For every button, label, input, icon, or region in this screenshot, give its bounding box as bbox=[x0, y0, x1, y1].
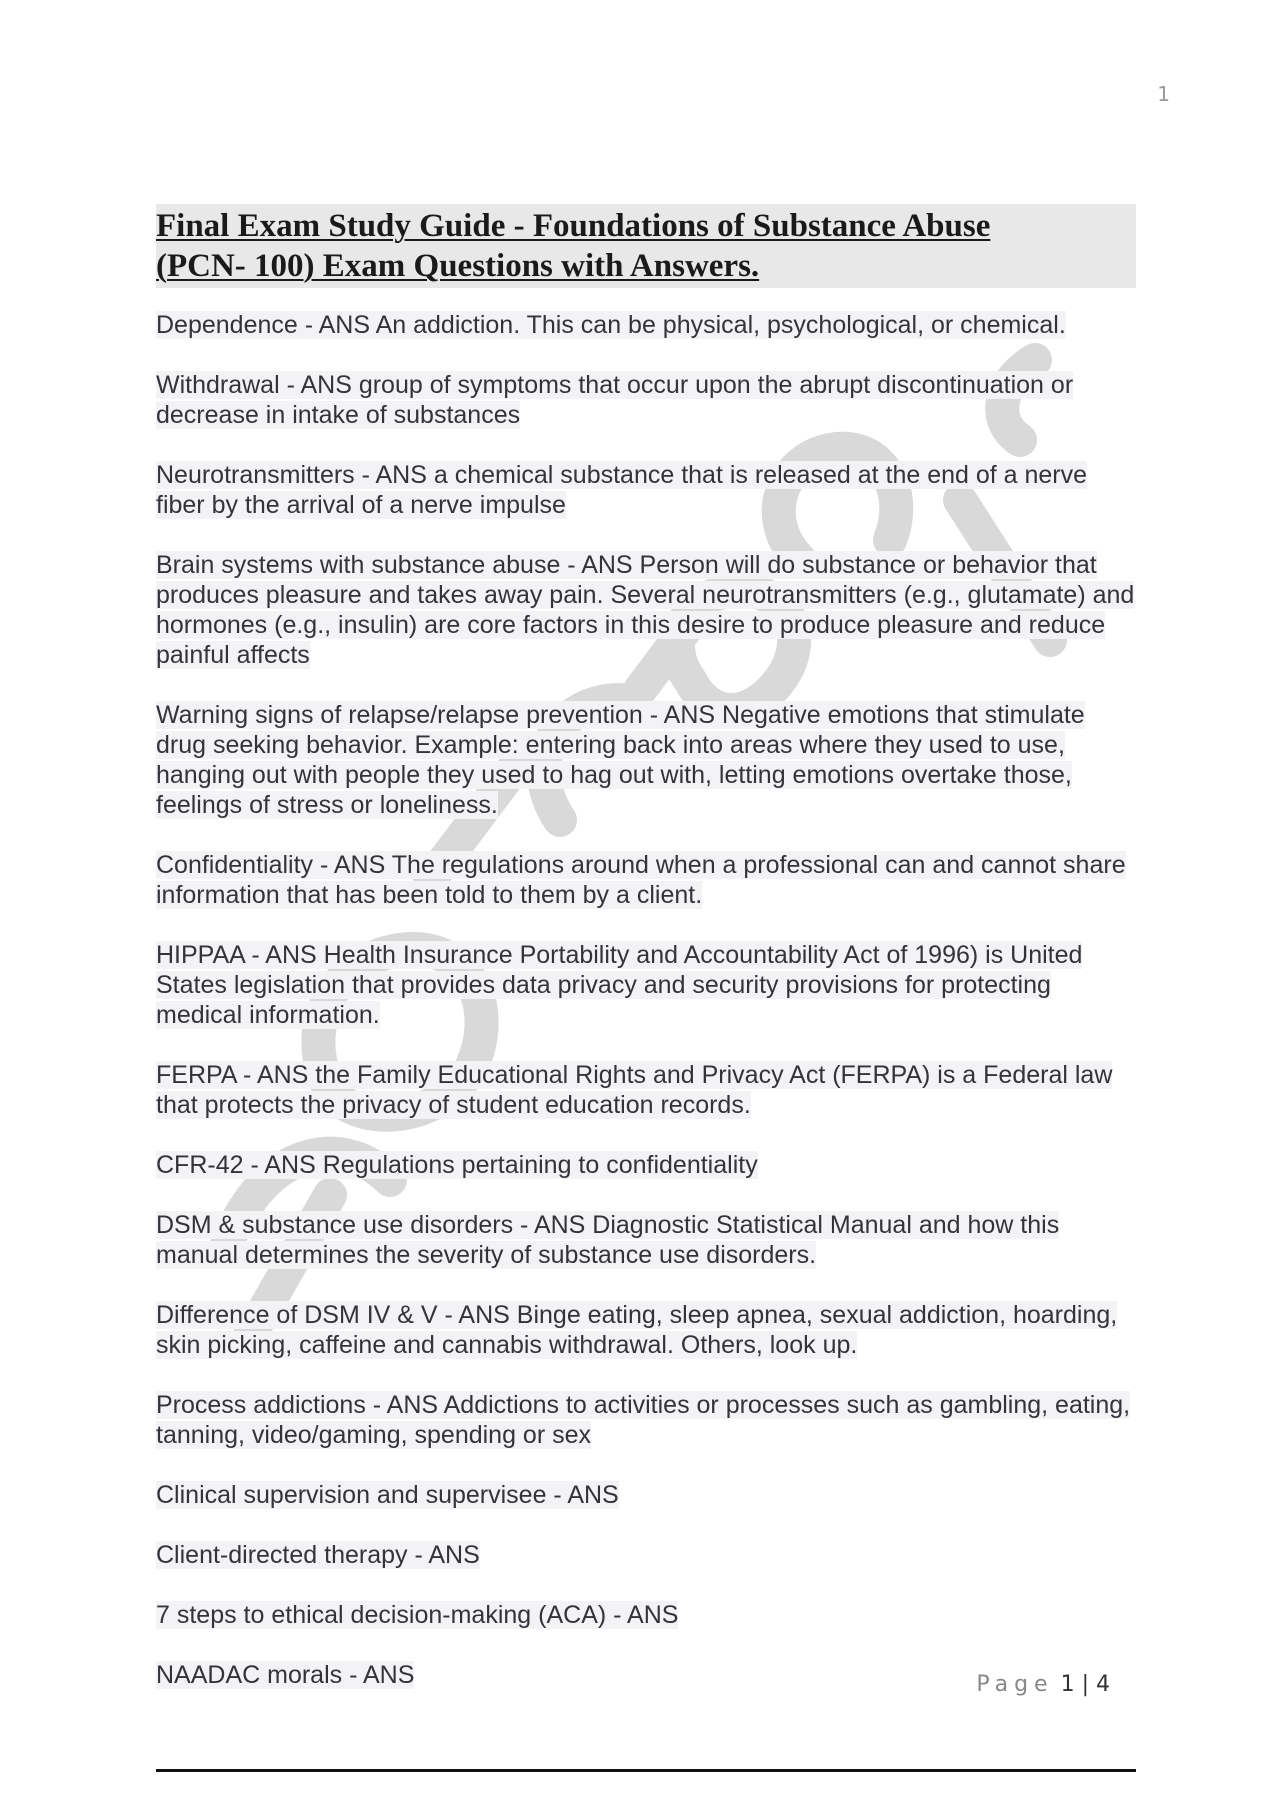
footer-current-page: 1 bbox=[1060, 1672, 1075, 1697]
qa-item-brain-systems: Brain systems with substance abuse - ANS Person will do substance or behavior that produces pleasure and takes away pain. Several neurotransmitters (e.g., glutamate) and hormones (e.g., insulin) are core factors in this desire to produce pleasure and reduce painful affects bbox=[156, 551, 1135, 669]
footer-separator: | bbox=[1081, 1672, 1089, 1697]
document-body bbox=[156, 204, 1136, 1690]
page-footer bbox=[940, 1672, 1110, 1697]
document-title bbox=[156, 204, 1136, 288]
footer-total-pages: 4 bbox=[1096, 1672, 1110, 1697]
qa-item-confidentiality: Confidentiality - ANS The regulations around when a professional can and cannot share information that has been told to them by a client. bbox=[156, 851, 1126, 909]
qa-item-dsm-difference: Difference of DSM IV & V - ANS Binge eating, sleep apnea, sexual addiction, hoarding, skin picking, caffeine and cannabis withdrawal. Others, look up. bbox=[156, 1301, 1118, 1359]
qa-item-dependence: Dependence - ANS An addiction. This can be physical, psychological, or chemical. bbox=[156, 311, 1066, 339]
qa-item-withdrawal: Withdrawal - ANS group of symptoms that occur upon the abrupt discontinuation or decrease in intake of substances bbox=[156, 371, 1074, 429]
qa-item-ethical-steps: 7 steps to ethical decision-making (ACA) - ANS bbox=[156, 1601, 679, 1629]
qa-item-dsm: DSM & substance use disorders - ANS Diagnostic Statistical Manual and how this manual determines the severity of substance use disorders. bbox=[156, 1211, 1060, 1269]
qa-item-relapse: Warning signs of relapse/relapse prevention - ANS Negative emotions that stimulate drug seeking behavior. Example: entering back into areas where they used to use, hanging out with people they used to hag out with, letting emotions overtake those, feelings of stress or loneliness. bbox=[156, 701, 1085, 819]
footer-rule bbox=[156, 1769, 1136, 1772]
title-line-1: Final Exam Study Guide - Foundations of Substance Abuse bbox=[156, 208, 991, 244]
qa-item-naadac: NAADAC morals - ANS bbox=[156, 1661, 415, 1689]
footer-page-label: Page bbox=[976, 1672, 1054, 1697]
qa-item-hippaa: HIPPAA - ANS Health Insurance Portability and Accountability Act of 1996) is United States legislation that provides data privacy and security provisions for protecting medical information. bbox=[156, 941, 1083, 1029]
title-line-2: (PCN- 100) Exam Questions with Answers. bbox=[156, 248, 760, 284]
qa-item-process-addictions: Process addictions - ANS Addictions to activities or processes such as gambling, eating, tanning, video/gaming, spending or sex bbox=[156, 1391, 1131, 1449]
qa-item-ferpa: FERPA - ANS the Family Educational Rights and Privacy Act (FERPA) is a Federal law that protects the privacy of student education records. bbox=[156, 1061, 1113, 1119]
qa-item-cfr42: CFR-42 - ANS Regulations pertaining to confidentiality bbox=[156, 1151, 758, 1179]
qa-item-clinical-supervision: Clinical supervision and supervisee - ANS bbox=[156, 1481, 619, 1509]
qa-item-client-directed: Client-directed therapy - ANS bbox=[156, 1541, 480, 1569]
qa-item-neurotransmitters: Neurotransmitters - ANS a chemical substance that is released at the end of a nerve fiber by the arrival of a nerve impulse bbox=[156, 461, 1088, 519]
header-page-number: 1 bbox=[1157, 82, 1170, 106]
qa-list bbox=[156, 310, 1136, 1690]
